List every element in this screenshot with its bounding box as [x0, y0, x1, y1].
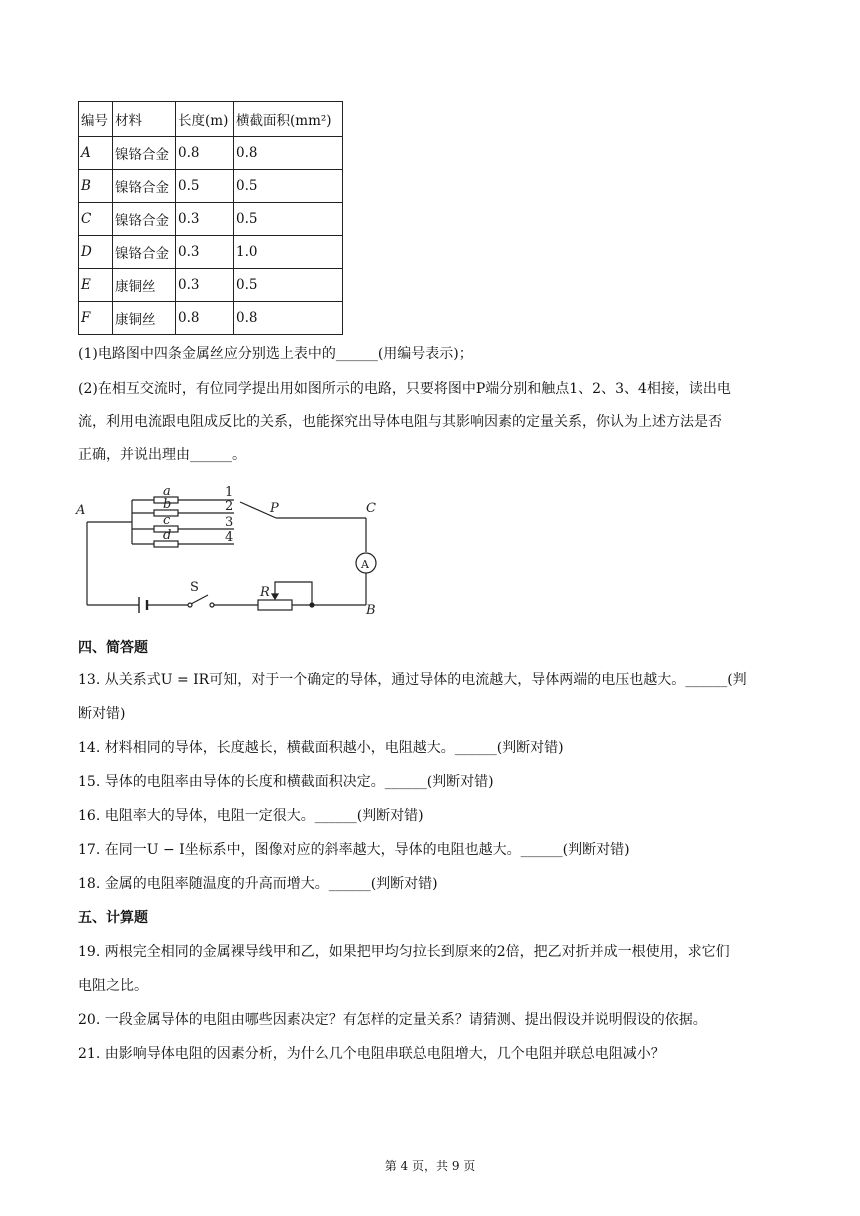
section-calculation: 五、计算题	[78, 910, 148, 926]
question-2-line-1: (2)在相互交流时，有位同学提出用如图所示的电路，只要将图中P端分别和触点1、2、3、4相接，读出电	[78, 381, 731, 397]
question-16: 16. 电阻率大的导体，电阻一定很大。______(判断对错)	[78, 808, 424, 824]
table-row	[79, 203, 343, 236]
rheostat-slider-arrow	[272, 594, 278, 599]
question-17: 17. 在同一U − I坐标系中，图像对应的斜率越大，导体的电阻也越大。______(判断对错)	[78, 842, 630, 858]
label-contact-2: 2	[225, 499, 234, 514]
question-19-line-2: 电阻之比。	[78, 978, 148, 994]
label-contact-3: 3	[225, 515, 234, 530]
cell-material: 镍铬合金	[113, 170, 176, 203]
cell-area: 0.8	[234, 302, 343, 335]
cell-area: 0.5	[234, 170, 343, 203]
cell-area: 0.5	[234, 203, 343, 236]
question-15: 15. 导体的电阻率由导体的长度和横截面积决定。______(判断对错)	[78, 774, 494, 790]
question-19-line-1: 19. 两根完全相同的金属裸导线甲和乙，如果把甲均匀拉长到原来的2倍，把乙对折并成一根使用，求它们	[78, 944, 730, 960]
question-13-line-2: 断对错)	[78, 706, 126, 722]
cell-material: 镍铬合金	[113, 236, 176, 269]
cell-material: 镍铬合金	[113, 137, 176, 170]
label-wire-b: b	[163, 497, 172, 512]
question-2-line-2: 流，利用电流跟电阻成反比的关系，也能探究出导体电阻与其影响因素的定量关系，你认为上述方法是否	[78, 414, 722, 430]
cell-length: 0.8	[176, 302, 234, 335]
label-wire-d: d	[163, 528, 172, 543]
materials-table	[78, 101, 343, 335]
table-row	[79, 170, 343, 203]
rheostat-junction	[310, 603, 314, 607]
label-contact-1: 1	[225, 485, 234, 500]
cell-area: 0.5	[234, 269, 343, 302]
cell-material: 镍铬合金	[113, 203, 176, 236]
rheostat-r	[258, 600, 292, 610]
question-20: 20. 一段金属导体的电阻由哪些因素决定？有怎样的定量关系？请猜测、提出假设并说明假设的依据。	[78, 1012, 707, 1028]
switch-s-contact	[210, 603, 214, 607]
switch-s-blade	[191, 595, 208, 604]
question-13-line-1: 13. 从关系式U = IR可知，对于一个确定的导体，通过导体的电流越大，导体两端的电压也越大。______(判	[78, 672, 747, 688]
cell-id: B	[79, 170, 113, 203]
header-id: 编号	[79, 102, 113, 137]
label-p: P	[270, 501, 279, 516]
label-ammeter: A	[361, 558, 369, 571]
cell-id: E	[79, 269, 113, 302]
cell-material: 康铜丝	[113, 269, 176, 302]
cell-length: 0.8	[176, 137, 234, 170]
cell-id: C	[79, 203, 113, 236]
question-1: (1)电路图中四条金属丝应分别选上表中的______(用编号表示)；	[78, 346, 473, 362]
table-row	[79, 236, 343, 269]
cell-id: D	[79, 236, 113, 269]
cell-length: 0.5	[176, 170, 234, 203]
cell-id: F	[79, 302, 113, 335]
question-14: 14. 材料相同的导体，长度越长，横截面积越小，电阻越大。______(判断对错)	[78, 740, 564, 756]
header-area: 横截面积(mm²)	[234, 102, 343, 137]
label-wire-a: a	[163, 484, 171, 499]
section-short-answer: 四、简答题	[78, 640, 148, 656]
cell-area: 0.8	[234, 137, 343, 170]
header-material: 材料	[113, 102, 176, 137]
label-b-node: B	[366, 603, 376, 618]
question-21: 21. 由影响导体电阻的因素分析，为什么几个电阻串联总电阻增大，几个电阻并联总电阻减小？	[78, 1046, 665, 1062]
label-s: S	[190, 580, 199, 595]
page-footer: 第 4 页，共 9 页	[384, 1159, 476, 1173]
label-c-node: C	[366, 501, 376, 516]
cell-material: 康铜丝	[113, 302, 176, 335]
table-header-row	[79, 102, 343, 137]
cell-length: 0.3	[176, 269, 234, 302]
label-wire-c: c	[163, 513, 171, 528]
label-a-node: A	[76, 503, 86, 518]
label-contact-4: 4	[225, 530, 234, 545]
cell-length: 0.3	[176, 236, 234, 269]
cell-id: A	[79, 137, 113, 170]
table-row	[79, 302, 343, 335]
label-r: R	[260, 585, 270, 600]
table-row	[79, 269, 343, 302]
header-length: 长度(m)	[176, 102, 234, 137]
circuit-diagram	[70, 478, 390, 620]
cell-length: 0.3	[176, 203, 234, 236]
question-2-line-3: 正确，并说出理由______。	[78, 447, 246, 463]
cell-area: 1.0	[234, 236, 343, 269]
question-18: 18. 金属的电阻率随温度的升高而增大。______(判断对错)	[78, 876, 438, 892]
table-row	[79, 137, 343, 170]
